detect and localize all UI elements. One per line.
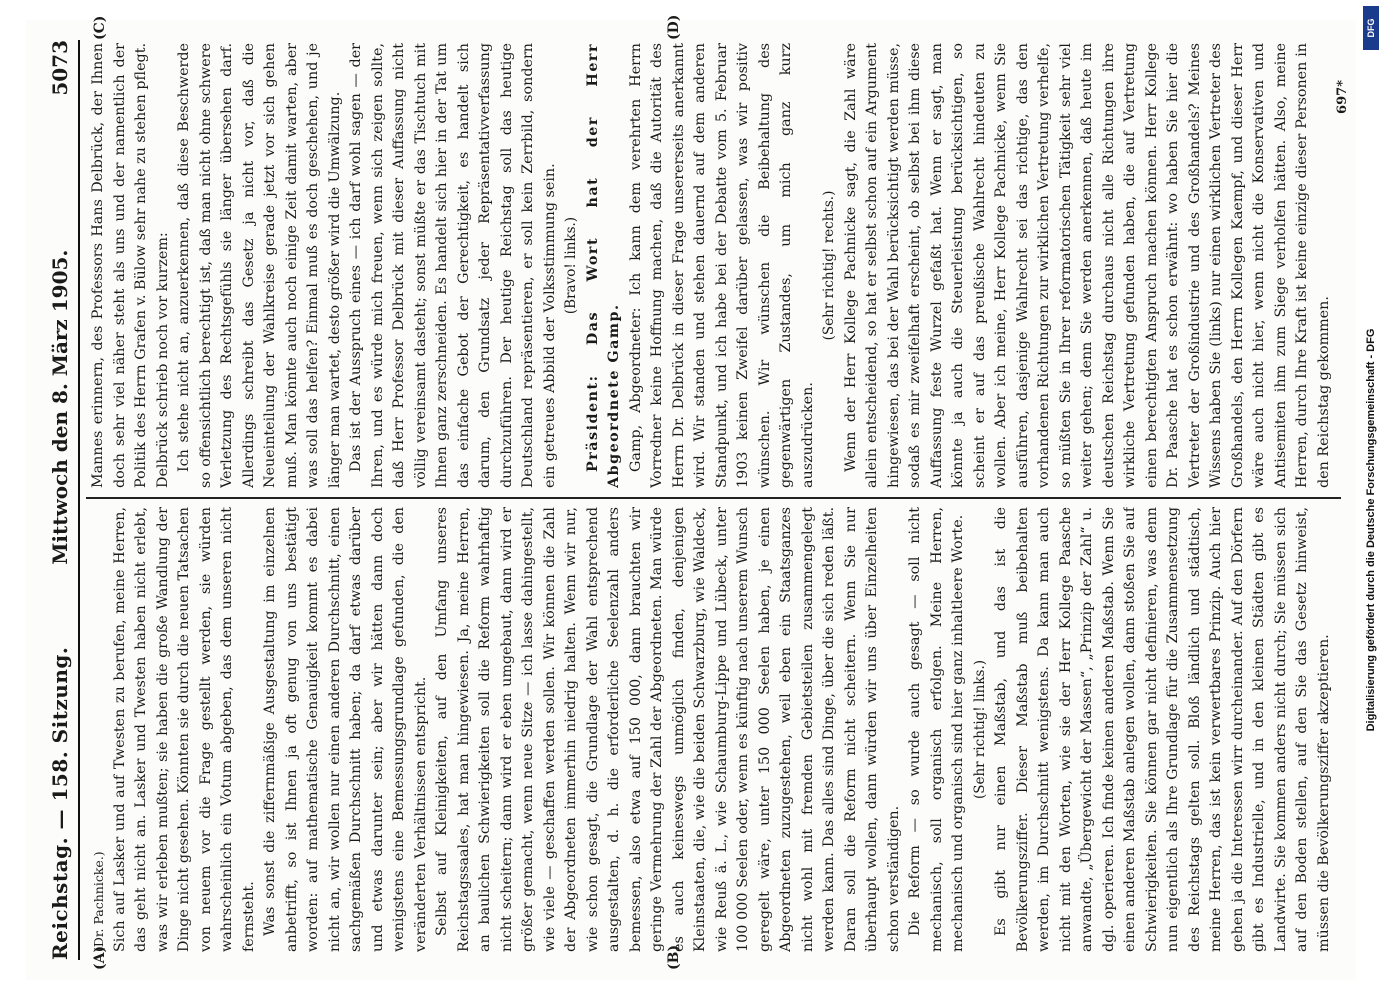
right-text-column <box>88 43 1338 488</box>
speaker-note: (Dr. Pachnicke.) <box>91 851 106 952</box>
paragraph <box>1335 507 1338 952</box>
paragraph: Es gibt nur einen Maßstab, und das ist die Bevölkerungsziffer. Dieser Maßstab muß beibehalten werden, im Durchschnitt wenigstens. Da kann man auch nicht mit den Worten, wie sie der Herr Kollege Paasche anwandte, „Übergewicht der Massen“, „Prinzip der Zahl“ u. dgl. operieren. Ich finde keinen anderen Maßstab. Wenn Sie einen anderen Maßstab anlegen wollen, dann stoßen Sie auf Schwierigkeiten. Sie können gar nicht definieren, was denn nun eigentlich als Ihre Grundlage für die Zusammensetzung des Reichstags gelten soll. Bloß ländlich und städtisch, meine Herren, das ist kein verwertbares Prinzip. Auch hier gehen ja die Interessen wirr durcheinander. Auf den Dörfern gibt es Industrielle, und in den kleinen Städten gibt es Landwirte. Sie kommen anders nicht durch; Sie müssen sich auf den Boden stellen, auf den Sie das Gesetz hinweist, müssen die Bevölkerungsziffer akzeptieren. <box>993 507 1332 952</box>
page-number: 5073 <box>48 40 72 96</box>
margin-marker-b: (B) <box>666 944 682 970</box>
paragraph: Selbst auf Kleinigkeiten, auf den Umfang unseres Reichstagssaales, hat man hingewiesen. Ja, meine Herren, an baulichen Schwierigkeiten soll die Reform wahrhaftig nicht scheitern; dann wird er eben umgebaut, dann wird er größer gemacht, wenn neue Sitze — ich lasse dahingestellt, wie viele — geschaffen werden sollen. Wir können die Zahl der Abgeordneten immerhin niedrig halten. Wenn wir nur, wie schon gesagt, die Grundlage der Wahl entsprechend ausgestalten, d. h. die erforderliche Seelenzahl anders bemessen, also etwa auf 150 000, dann brauchten wir geringe Vermehrung der Zahl der Abgeordneten. Man würde es auch keineswegs unmöglich finden, denjenigen Kleinstaaten, die, wie die beiden Schwarzburg, wie Waldeck, wie Reuß ä. L., wie Schaumburg-Lippe und Lübeck, unter 100 000 Seelen oder, wenn es künftig nach unserem Wunsch geregelt wäre, unter 150 000 Seelen haben, je einen Abgeordneten zuzugestehen, weil eben ein Staatsganzes nicht wohl mit fremden Gebietsteilen zusammengelegt werden kann. Das alles sind Dinge, über die sich reden läßt. Daran soll die Reform nicht scheitern. Wenn Sie nur überhaupt wollen, dann würden wir uns über Einzelheiten schon verständigen. <box>434 507 902 952</box>
digitization-credit <box>1363 60 1379 1000</box>
header-date: Mittwoch den 8. März 1905. <box>48 249 72 565</box>
president-announcement: Präsident: Das Wort hat der Herr Abgeordnete Gamp. <box>584 43 622 488</box>
paragraph: Mannes erinnern, des Professors Hans Delbrück, der Ihnen doch sehr viel näher steht als uns und der namentlich der Politik des Herrn Grafen v. Bülow sehr nahe zu stehen pflegt. Delbrück schrieb noch vor kurzem: <box>90 43 171 488</box>
credit-text: Digitalisierung gefördert durch die Deutsche Forschungsgemeinschaft - DFG <box>1365 328 1377 732</box>
reichstag-protocol-page <box>26 14 1356 980</box>
margin-marker-c: (C) <box>92 15 108 40</box>
header-date-page <box>48 40 72 565</box>
header-session-title: Reichstag. — 158. Sitzung. <box>48 646 72 960</box>
interjection: (Bravo! links.) <box>563 216 579 315</box>
left-text-column <box>88 507 1338 952</box>
column-divider <box>86 497 1341 499</box>
interjection: (Sehr richtig! rechts.) <box>821 190 837 341</box>
paragraph: Wenn der Herr Kollege Pachnicke sagt, die Zahl wäre allein entscheidend, so hat er selbst schon auf ein Argument hingewiesen, das bei der Wahl berücksichtigt werden müsse, sodaß es mir zweifelhaft erscheint, ob selbst bei ihm diese Auffassung feste Wurzel gefaßt hat. Wenn er sagt, man könnte ja auch die Steuerleistung berücksichtigen, so scheint er auf das preußische Wahlrecht hindeuten zu wollen. Aber ich meine, Herr Kollege Pachnicke, wenn Sie ausführen, dasjenige Wahlrecht sei das richtige, das den vorhandenen Richtungen zur wirklichen Vertretung verhelfe, so müßten Sie in Ihrer reformatorischen Tätigkeit sehr viel weiter gehen; denn Sie werden anerkennen, daß heute im deutschen Reichstag durchaus nicht alle Richtungen ihre wirkliche Vertretung gefunden haben, die auf Vertretung einen berechtigten Anspruch machen können. Herr Kollege Dr. Paasche hat es schon erwähnt: wo haben Sie hier die Vertreter der Großindustrie und des Großhandels? Meines Wissens haben Sie (links) nur einen wirklichen Vertreter des Großhandels, den Herrn Kollegen Kaempf, und dieser Herr wäre auch nicht hier, wenn nicht die Konservativen und Antisemiten ihm zum Siege verholfen hätten. Also, meine Herren, durch Ihre Kraft ist keine einzige dieser Personen in den Reichstag gekommen. <box>842 43 1332 488</box>
dfg-logo: DFG <box>1363 6 1379 50</box>
page-footer-ref: 697* <box>1335 80 1350 114</box>
margin-marker-d: (D) <box>666 14 682 40</box>
paragraph: Die Reform — so wurde auch gesagt — soll nicht mechanisch, soll organisch erfolgen. Meine Herren, mechanisch und organisch sind hier ganz inhaltleere Worte. <box>907 507 966 952</box>
quotation: Ich stehe nicht an, anzuerkennen, daß diese Beschwerde so offensichtlich berechtigt ist, daß man nicht ohne schwere Verletzung des Rechtsgefühls sie länger übersehen darf. Allerdings schreibt das Gesetz ja nicht vor, daß die Neueinteilung der Wahlkreise gerade jetzt vor sich gehen muß. Man könnte auch noch einige Zeit damit warten, aber was soll das helfen? Einmal muß es doch geschehen, und je länger man wartet, desto größer wird die Umwälzung. <box>176 43 343 488</box>
paragraph: Was sonst die ziffernmäßige Ausgestaltung im einzelnen anbetrifft, so ist Ihnen ja oft genug von uns bestätigt worden: auf mathematische Genauigkeit kommt es dabei nicht an, wir wollen nur einen anderen Durchschnitt, einen sachgemäßen Durchschnitt haben; da darf etwas darüber und etwas darunter sein; aber wir hätten dann doch wenigstens eine Bemessungsgrundlage gefunden, die den veränderten Verhältnissen entspricht. <box>262 507 429 952</box>
header-rule <box>78 40 80 960</box>
page-header <box>44 40 72 960</box>
paragraph: Sich auf Lasker und auf Twesten zu berufen, meine Herren, das geht nicht an. Lasker und Twesten haben nicht erlebt, was wir erleben mußten; sie haben die große Wandlung der Dinge nicht gesehen. Könnten sie durch die neuen Tatsachen von neuem vor die Frage gestellt werden, sie würden wahrscheinlich ein Votum abgeben, das dem unseren nicht fernsteht. <box>111 507 257 952</box>
paragraph: Das ist der Ausspruch eines — ich darf wohl sagen — der Ihren, und es würde mich freuen, wenn sich zeigen sollte, daß Herr Professor Delbrück mit dieser Auffassung nicht völlig vereinsamt dasteht; sonst müßte er das Tischtuch mit Ihnen ganz zerschneiden. Es handelt sich hier in der Tat um das einfache Gebot der Gerechtigkeit, es handelt sich darum, den Grundsatz jeder Repräsentativverfassung durchzuführen. Der heutige Reichstag soll das heutige Deutschland repräsentieren, er soll kein Zerrbild, sondern ein getreues Abbild der Volksstimmung sein. <box>348 43 558 488</box>
interjection: (Sehr richtig! links.) <box>971 659 988 800</box>
paragraph: Gamp, Abgeordneter: Ich kann dem verehrten Herrn Vorredner keine Hoffnung machen, daß die Autorität des Herrn Dr. Delbrück in dieser Frage unsererseits anerkannt wird. Wir standen und stehen dauernd auf dem anderen Standpunkt, und ich habe bei der Debatte vom 5. Februar 1903 keinen Zweifel darüber gelassen, was wir positiv wünschen. Wir wünschen die Beibehaltung des gegenwärtigen Zustandes, um mich ganz kurz auszudrücken. <box>627 43 816 488</box>
margin-marker-a: (A) <box>92 945 108 970</box>
